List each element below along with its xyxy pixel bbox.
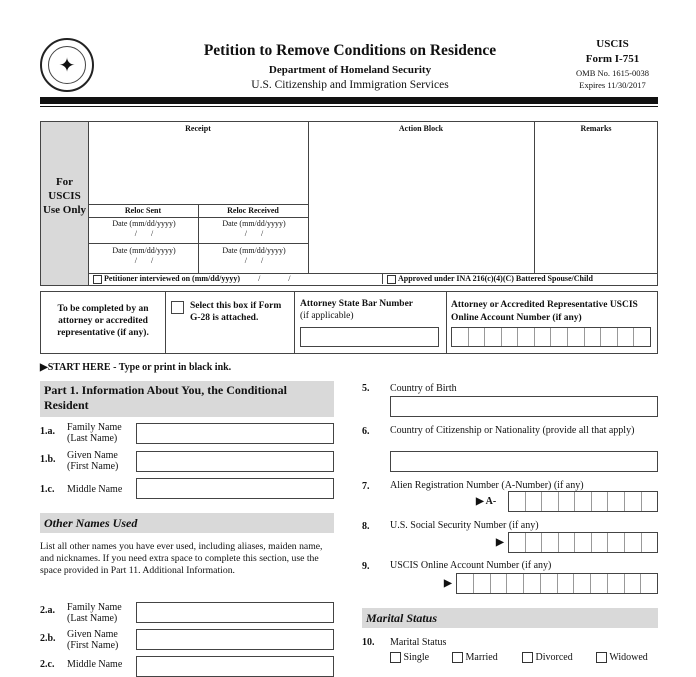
other-given-name-input[interactable] [136,629,334,650]
bar-number-note: (if applicable) [300,311,354,321]
marital-option-widowed[interactable] [596,652,648,663]
q2c-label: Middle Name [67,659,123,670]
family-name-input[interactable] [136,423,334,444]
attorney-divider-1 [165,292,166,353]
reloc-sent-header: Reloc Sent [124,206,162,215]
interviewed-row [93,274,383,284]
office-use-label: For USCIS Use Only [42,176,87,216]
header-rule-thin [40,106,658,107]
divorced-label: Divorced [535,652,573,663]
q8-prefix: ▶ [496,537,504,548]
attorney-divider-2 [294,292,295,353]
q9-prefix: ▶ [444,578,452,589]
bar-number-label: Attorney State Bar Number [300,299,414,309]
q6-number: 6. [362,426,370,437]
reloc-row-line [88,217,308,218]
receipt-header: Receipt [185,124,211,133]
interviewed-checkbox[interactable] [93,275,102,284]
q1b-label: Given Name (First Name) [67,450,119,472]
q7-number: 7. [362,481,370,492]
form-title: Petition to Remove Conditions on Residence [203,42,497,59]
online-account-label: Attorney or Accredited Representative USCIS Online Account Number (if any) [451,300,638,323]
start-here: ▶START HERE - Type or print in black ink. [40,362,232,373]
other-names-instructions: List all other names you have ever used, including aliases, maiden name, and nicknames. If you need extra space to complete this section, use the space provided in Part 11. Additional Information. [40,541,323,576]
reloc-received-slash-2: / / [244,256,264,265]
header-rule-thick [40,97,658,104]
q5-number: 5. [362,383,370,394]
q7-prefix: ▶ A- [476,496,497,507]
widowed-label: Widowed [609,652,648,663]
q9-number: 9. [362,561,370,572]
country-of-birth-input[interactable] [390,396,658,417]
remarks-column [534,122,535,274]
online-account-number-input[interactable] [456,573,658,594]
attorney-completed-by: To be completed by an attorney or accredited representative (if any). [57,304,149,338]
interviewed-slashes: / / [258,274,291,283]
single-checkbox[interactable] [390,652,401,663]
agency-abbrev: USCIS [596,38,629,50]
q2a-label: Family Name (Last Name) [67,602,122,624]
q10-number: 10. [362,637,375,648]
q1a-label: Family Name (Last Name) [67,422,122,444]
expiration-date: Expires 11/30/2017 [579,80,646,90]
a-number-input[interactable] [508,491,658,512]
g28-checkbox[interactable] [171,301,184,314]
middle-name-input[interactable] [136,478,334,499]
marital-option-divorced[interactable] [522,652,573,663]
q2b-label: Given Name (First Name) [67,629,119,651]
q1c-number: 1.c. [40,484,55,495]
q8-label: U.S. Social Security Number (if any) [390,520,539,531]
reloc-sent-date-2: Date (mm/dd/yyyy) [112,246,176,255]
q7-label: Alien Registration Number (A-Number) (if any) [390,480,584,491]
q2b-number: 2.b. [40,633,56,644]
reloc-sent-date-1: Date (mm/dd/yyyy) [112,219,176,228]
part1-heading: Part 1. Information About You, the Conditional Resident [40,381,334,417]
q9-label: USCIS Online Account Number (if any) [390,560,552,571]
single-label: Single [403,652,430,663]
department-name: Department of Homeland Security [268,64,432,76]
reloc-received-slash-1: / / [244,229,264,238]
q1c-label: Middle Name [67,484,123,495]
other-names-heading: Other Names Used [40,513,334,533]
divorced-checkbox[interactable] [522,652,533,663]
reloc-row-line-2 [88,243,308,244]
widowed-checkbox[interactable] [596,652,607,663]
remarks-header: Remarks [580,124,612,133]
action-block-header: Action Block [398,124,444,133]
given-name-input[interactable] [136,451,334,472]
reloc-received-date-1: Date (mm/dd/yyyy) [222,219,286,228]
q1b-number: 1.b. [40,454,56,465]
form-number: Form I-751 [585,53,640,65]
ssn-input[interactable] [508,532,658,553]
other-middle-name-input[interactable] [136,656,334,677]
g28-label: Select this box if Form G-28 is attached. [190,301,282,323]
eagle-icon: ✦ [48,46,86,84]
q5-label: Country of Birth [390,383,457,394]
country-of-citizenship-input[interactable] [390,451,658,472]
reloc-received-date-2: Date (mm/dd/yyyy) [222,246,286,255]
attorney-divider-3 [446,292,447,353]
q2a-number: 2.a. [40,605,55,616]
reloc-sent-slash-1: / / [134,229,154,238]
marital-option-married[interactable] [452,652,498,663]
online-account-input[interactable] [451,327,651,347]
agency-full-name: U.S. Citizenship and Immigration Services [251,79,449,91]
approved-row [382,274,663,284]
marital-option-single[interactable] [390,652,429,663]
q8-number: 8. [362,521,370,532]
q1a-number: 1.a. [40,426,55,437]
married-checkbox[interactable] [452,652,463,663]
q10-label: Marital Status [390,637,447,648]
reloc-sent-slash-2: / / [134,256,154,265]
marital-status-heading: Marital Status [362,608,658,628]
approved-checkbox[interactable] [387,275,396,284]
married-label: Married [465,652,498,663]
dhs-seal-logo [40,38,94,92]
approved-label: Approved under INA 216(c)(4)(C) Battered Spouse/Child [398,274,593,283]
q6-label: Country of Citizenship or Nationality (provide all that apply) [390,425,635,436]
interviewed-label: Petitioner interviewed on (mm/dd/yyyy) [104,274,241,283]
bar-number-input[interactable] [300,327,439,347]
q2c-number: 2.c. [40,659,55,670]
other-family-name-input[interactable] [136,602,334,623]
reloc-received-header: Reloc Received [227,206,279,215]
omb-number: OMB No. 1615-0038 [576,68,649,78]
